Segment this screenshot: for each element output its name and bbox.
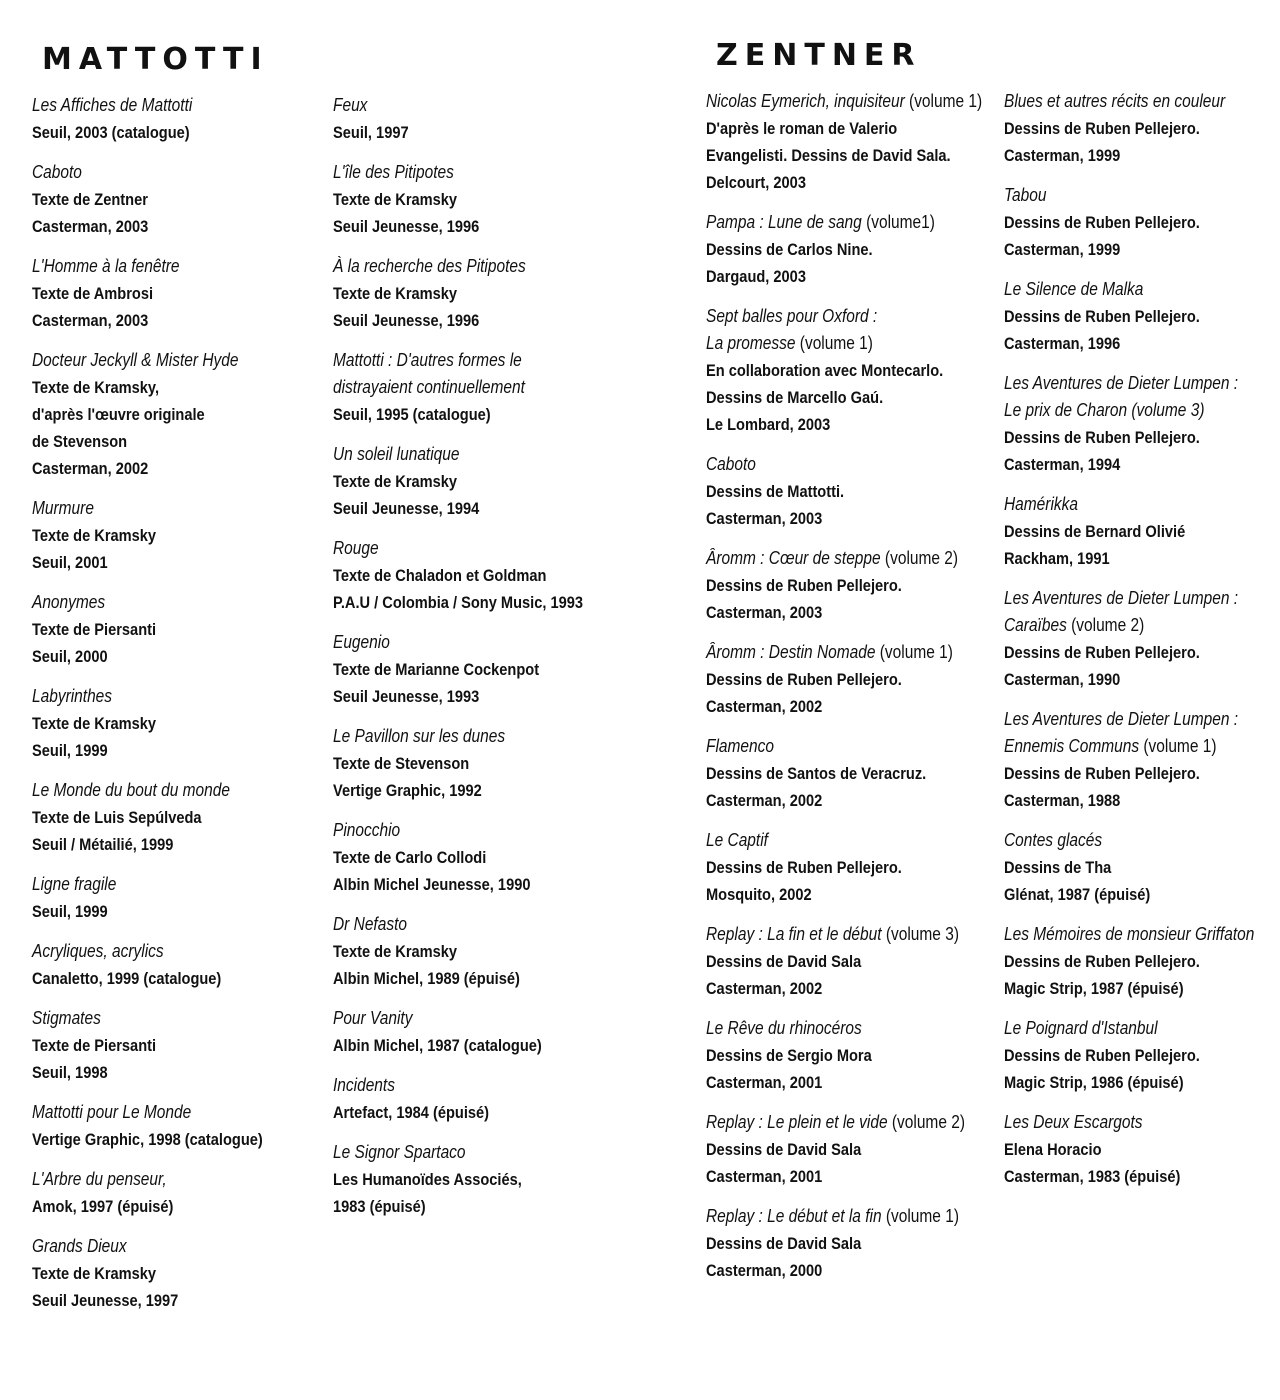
entry-detail: Dessins de Ruben Pellejero. (1004, 643, 1200, 662)
entry-detail: Dessins de Ruben Pellejero. (1004, 1046, 1200, 1065)
bibliography-entry (706, 827, 996, 908)
book-title: Tabou (1004, 185, 1047, 205)
book-title: Acryliques, acrylics (32, 941, 164, 961)
entry-detail: Texte de Marianne Cockenpot (333, 660, 540, 679)
bibliography-entry (32, 777, 322, 858)
entry-detail: Texte de Kramsky (32, 526, 157, 545)
entry-detail: Artefact, 1984 (épuisé) (333, 1103, 490, 1122)
book-title: Feux (333, 95, 368, 115)
entry-detail: Dessins de Santos de Veracruz. (706, 764, 927, 783)
volume-note: (volume 2) (887, 1112, 966, 1132)
entry-detail: Dessins de Sergio Mora (706, 1046, 872, 1065)
book-title: Caboto (32, 162, 82, 182)
bibliography-entry (32, 159, 322, 240)
bibliography-entry (333, 1139, 623, 1220)
entry-detail: Seuil, 1999 (32, 741, 108, 760)
volume-note: (volume 2) (1066, 615, 1145, 635)
entry-title-line (1004, 585, 1239, 612)
bibliography-entry (706, 88, 996, 196)
book-title: Le Rêve du rhinocéros (706, 1018, 862, 1038)
book-title: Les Aventures de Dieter Lumpen : (1004, 588, 1239, 608)
bibliography-entry (1004, 706, 1272, 814)
entry-detail: Seuil, 1999 (32, 902, 108, 921)
book-title: Eugenio (333, 632, 390, 652)
book-title: Caboto (706, 454, 756, 474)
entry-detail: Albin Michel, 1989 (épuisé) (333, 969, 520, 988)
book-title: distrayaient continuellement (333, 377, 525, 397)
entry-title-line (333, 347, 582, 374)
entry-detail: Dessins de Ruben Pellejero. (706, 858, 902, 877)
book-title: Nicolas Eymerich, inquisiteur (706, 91, 905, 111)
book-title: L'île des Pitipotes (333, 162, 454, 182)
entry-detail: Dessins de Ruben Pellejero. (1004, 952, 1200, 971)
bibliography-entry (333, 253, 623, 334)
entry-title-line (1004, 921, 1255, 948)
entry-title-line (333, 92, 582, 119)
book-title: Docteur Jeckyll & Mister Hyde (32, 350, 239, 370)
book-title: Murmure (32, 498, 94, 518)
bibliography-entry (333, 629, 623, 710)
entry-detail: Dessins de David Sala (706, 952, 862, 971)
book-title: Mattotti : D'autres formes le (333, 350, 522, 370)
bibliography-column-mattotti-2 (333, 92, 623, 1233)
book-title: Mattotti pour Le Monde (32, 1102, 192, 1122)
entry-title-line (706, 1203, 959, 1230)
bibliography-entry (706, 545, 996, 626)
volume-note: (volume 3) (881, 924, 959, 944)
book-title: Le Pavillon sur les dunes (333, 726, 506, 746)
entry-title-line (333, 817, 582, 844)
entry-title-line (32, 1233, 281, 1260)
entry-detail: Casterman, 1990 (1004, 670, 1121, 689)
entry-detail: P.A.U / Colombia / Sony Music, 1993 (333, 593, 583, 612)
entry-title-line (333, 911, 582, 938)
entry-detail: Casterman, 1988 (1004, 791, 1121, 810)
bibliography-entry (333, 817, 623, 898)
entry-detail: Vertige Graphic, 1992 (333, 781, 482, 800)
book-title: Le Captif (706, 830, 768, 850)
entry-detail: Dessins de David Sala (706, 1140, 862, 1159)
bibliography-column-zentner-1 (706, 88, 996, 1297)
book-title: Âromm : Destin Nomade (706, 642, 876, 662)
book-title: Grands Dieux (32, 1236, 127, 1256)
book-title: Sept balles pour Oxford : (706, 306, 878, 326)
bibliography-entry (1004, 182, 1272, 263)
book-title: Labyrinthes (32, 686, 113, 706)
entry-detail: Seuil, 1997 (333, 123, 409, 142)
book-title: À la recherche des Pitipotes (333, 256, 526, 276)
bibliography-entry (32, 495, 322, 576)
bibliography-entry (32, 1166, 322, 1220)
book-title: Hamérikka (1004, 494, 1078, 514)
bibliography-entry (333, 1072, 623, 1126)
book-title: L'Homme à la fenêtre (32, 256, 180, 276)
entry-detail: Dessins de Mattotti. (706, 482, 845, 501)
bibliography-entry (32, 1005, 322, 1086)
book-title: Stigmates (32, 1008, 101, 1028)
bibliography-entry (333, 723, 623, 804)
bibliography-entry (32, 253, 322, 334)
book-title: Dr Nefasto (333, 914, 407, 934)
book-title: Les Aventures de Dieter Lumpen : (1004, 373, 1239, 393)
entry-detail: Casterman, 1994 (1004, 455, 1121, 474)
entry-detail: Glénat, 1987 (épuisé) (1004, 885, 1151, 904)
entry-title-line (1004, 276, 1234, 303)
entry-title-line (706, 1015, 955, 1042)
bibliography-column-mattotti-1 (32, 92, 322, 1327)
entry-detail: D'après le roman de Valerio (706, 119, 898, 138)
entry-detail: Casterman, 2001 (706, 1073, 823, 1092)
book-title: Le Silence de Malka (1004, 279, 1144, 299)
book-title: Ennemis Communs (1004, 736, 1140, 756)
entry-detail: Casterman, 2002 (706, 697, 823, 716)
entry-detail: Seuil, 2001 (32, 553, 108, 572)
entry-detail: Le Lombard, 2003 (706, 415, 831, 434)
entry-detail: Dessins de Carlos Nine. (706, 240, 873, 259)
entry-detail: Casterman, 1999 (1004, 146, 1121, 165)
entry-detail: Texte de Kramsky (32, 714, 157, 733)
entry-detail: Texte de Kramsky (333, 190, 458, 209)
book-title: Les Deux Escargots (1004, 1112, 1143, 1132)
entry-title-line (32, 159, 281, 186)
entry-title-line (706, 330, 955, 357)
bibliography-entry (706, 639, 996, 720)
entry-detail: Casterman, 2003 (32, 311, 149, 330)
bibliography-entry (1004, 491, 1272, 572)
entry-detail: Dessins de Ruben Pellejero. (1004, 213, 1200, 232)
entry-detail: Vertige Graphic, 1998 (catalogue) (32, 1130, 263, 1149)
entry-detail: 1983 (épuisé) (333, 1197, 426, 1216)
entry-detail: En collaboration avec Montecarlo. (706, 361, 944, 380)
bibliography-entry (1004, 370, 1272, 478)
entry-title-line (706, 921, 959, 948)
bibliography-entry (32, 1233, 322, 1314)
bibliography-entry (706, 733, 996, 814)
entry-title-line (333, 441, 582, 468)
entry-title-line (1004, 491, 1234, 518)
entry-title-line (32, 683, 281, 710)
book-title: Flamenco (706, 736, 774, 756)
book-title: Rouge (333, 538, 379, 558)
entry-title-line (32, 92, 281, 119)
entry-title-line (1004, 612, 1234, 639)
book-title: Le Signor Spartaco (333, 1142, 466, 1162)
entry-title-line (32, 938, 281, 965)
entry-detail: Dessins de Ruben Pellejero. (1004, 428, 1200, 447)
entry-detail: Casterman, 2000 (706, 1261, 823, 1280)
volume-note: (volume1) (861, 212, 935, 232)
bibliography-entry (333, 347, 623, 428)
bibliography-entry (32, 871, 322, 925)
entry-detail: Elena Horacio (1004, 1140, 1102, 1159)
entry-title-line (706, 827, 955, 854)
entry-detail: Casterman, 2003 (706, 509, 823, 528)
entry-detail: Seuil Jeunesse, 1996 (333, 217, 480, 236)
entry-detail: Delcourt, 2003 (706, 173, 806, 192)
volume-note: (volume 1) (1139, 736, 1217, 756)
entry-title-line (1004, 88, 1234, 115)
book-title: L'Arbre du penseur, (32, 1169, 167, 1189)
entry-detail: Albin Michel Jeunesse, 1990 (333, 875, 531, 894)
entry-detail: Dessins de Tha (1004, 858, 1112, 877)
bibliography-entry (706, 451, 996, 532)
entry-detail: Magic Strip, 1987 (épuisé) (1004, 979, 1184, 998)
entry-title-line (706, 545, 959, 572)
entry-title-line (32, 1166, 281, 1193)
entry-detail: Texte de Carlo Collodi (333, 848, 487, 867)
entry-detail: Casterman, 1996 (1004, 334, 1121, 353)
entry-detail: Evangelisti. Dessins de David Sala. (706, 146, 951, 165)
entry-detail: Casterman, 2002 (706, 791, 823, 810)
book-title: Blues et autres récits en couleur (1004, 91, 1226, 111)
book-title: Pinocchio (333, 820, 401, 840)
entry-detail: Canaletto, 1999 (catalogue) (32, 969, 222, 988)
entry-detail: Dessins de Marcello Gaú. (706, 388, 884, 407)
entry-title-line (333, 723, 582, 750)
entry-title-line (32, 253, 281, 280)
entry-detail: Rackham, 1991 (1004, 549, 1110, 568)
entry-title-line (32, 347, 281, 374)
entry-detail: Seuil, 2003 (catalogue) (32, 123, 190, 142)
book-title: Un soleil lunatique (333, 444, 460, 464)
book-title: La promesse (706, 333, 796, 353)
entry-title-line (706, 1109, 966, 1136)
entry-detail: Casterman, 2002 (706, 979, 823, 998)
entry-title-line (1004, 1015, 1234, 1042)
bibliography-entry (706, 1109, 996, 1190)
entry-detail: Dessins de Ruben Pellejero. (1004, 307, 1200, 326)
entry-title-line (32, 777, 281, 804)
volume-note: (volume 1) (875, 642, 953, 662)
entry-title-line (706, 451, 955, 478)
bibliography-entry (32, 347, 322, 482)
entry-detail: Dessins de Ruben Pellejero. (706, 576, 902, 595)
volume-note: (volume 2) (880, 548, 959, 568)
book-title: Replay : Le plein et le vide (706, 1112, 888, 1132)
bibliography-entry (32, 938, 322, 992)
entry-detail: Amok, 1997 (épuisé) (32, 1197, 174, 1216)
entry-detail: Les Humanoïdes Associés, (333, 1170, 522, 1189)
entry-detail: Casterman, 2003 (706, 603, 823, 622)
bibliography-entry (706, 1203, 996, 1284)
entry-detail: de Stevenson (32, 432, 128, 451)
entry-title-line (333, 1072, 582, 1099)
entry-title-line (1004, 827, 1234, 854)
bibliography-entry (1004, 585, 1272, 693)
entry-title-line (32, 871, 281, 898)
entry-detail: Texte de Kramsky, (32, 378, 160, 397)
heading-zentner: ZENTNER (716, 38, 922, 73)
bibliography-entry (1004, 827, 1272, 908)
entry-detail: Casterman, 2003 (32, 217, 149, 236)
entry-title-line (333, 1139, 582, 1166)
entry-detail: Casterman, 1999 (1004, 240, 1121, 259)
book-title: Les Aventures de Dieter Lumpen : (1004, 709, 1239, 729)
entry-detail: Casterman, 2001 (706, 1167, 823, 1186)
entry-detail: Seuil / Métailié, 1999 (32, 835, 174, 854)
entry-title-line (333, 159, 582, 186)
entry-detail: Seuil Jeunesse, 1997 (32, 1291, 179, 1310)
book-title: Pour Vanity (333, 1008, 413, 1028)
entry-detail: Seuil Jeunesse, 1996 (333, 311, 480, 330)
book-title: Pampa : Lune de sang (706, 212, 862, 232)
entry-title-line (333, 535, 582, 562)
bibliography-entry (706, 921, 996, 1002)
entry-detail: Seuil, 2000 (32, 647, 108, 666)
entry-detail: Dessins de Ruben Pellejero. (1004, 119, 1200, 138)
entry-title-line (1004, 370, 1239, 397)
entry-detail: Magic Strip, 1986 (épuisé) (1004, 1073, 1184, 1092)
book-title: Contes glacés (1004, 830, 1103, 850)
bibliography-column-zentner-2 (1004, 88, 1272, 1203)
entry-detail: Dessins de Ruben Pellejero. (1004, 764, 1200, 783)
entry-detail: Texte de Kramsky (333, 472, 458, 491)
book-title: Replay : La fin et le début (706, 924, 882, 944)
bibliography-entry (333, 159, 623, 240)
entry-detail: Texte de Piersanti (32, 620, 157, 639)
bibliography-entry (706, 1015, 996, 1096)
entry-title-line (32, 1005, 281, 1032)
entry-detail: Seuil, 1998 (32, 1063, 108, 1082)
entry-detail: Dargaud, 2003 (706, 267, 806, 286)
entry-title-line (32, 1099, 281, 1126)
bibliography-entry (1004, 921, 1272, 1002)
entry-title-line (1004, 1109, 1234, 1136)
bibliography-entry (333, 911, 623, 992)
entry-title-line (1004, 733, 1234, 760)
book-title: Le Poignard d'Istanbul (1004, 1018, 1158, 1038)
entry-detail: Casterman, 2002 (32, 459, 149, 478)
entry-title-line (333, 1005, 582, 1032)
entry-title-line (333, 629, 582, 656)
entry-detail: Dessins de David Sala (706, 1234, 862, 1253)
entry-title-line (706, 639, 955, 666)
bibliography-entry (1004, 1015, 1272, 1096)
bibliography-entry (1004, 276, 1272, 357)
bibliography-entry (706, 303, 996, 438)
book-title: Les Mémoires de monsieur Griffaton (1004, 924, 1255, 944)
bibliography-entry (32, 589, 322, 670)
book-title: Ligne fragile (32, 874, 117, 894)
heading-mattotti: MATTOTTI (42, 42, 269, 77)
entry-title-line (706, 733, 955, 760)
volume-note: (volume 1) (904, 91, 983, 111)
entry-detail: Dessins de Ruben Pellejero. (706, 670, 902, 689)
bibliography-entry (1004, 1109, 1272, 1190)
entry-detail: Casterman, 1983 (épuisé) (1004, 1167, 1181, 1186)
volume-note: (volume 1) (881, 1206, 959, 1226)
entry-detail: Albin Michel, 1987 (catalogue) (333, 1036, 542, 1055)
entry-detail: Texte de Kramsky (333, 284, 458, 303)
volume-note: (volume 1) (795, 333, 873, 353)
bibliography-entry (333, 535, 623, 616)
entry-detail: d'après l'œuvre originale (32, 405, 205, 424)
entry-title-line (1004, 182, 1234, 209)
bibliography-entry (333, 1005, 623, 1059)
entry-detail: Texte de Kramsky (333, 942, 458, 961)
entry-detail: Texte de Luis Sepúlveda (32, 808, 202, 827)
entry-title-line (706, 303, 955, 330)
bibliography-entry (32, 683, 322, 764)
book-title: Le prix de Charon (volume 3) (1004, 400, 1205, 420)
entry-title-line (706, 209, 955, 236)
entry-detail: Texte de Ambrosi (32, 284, 154, 303)
entry-detail: Seuil, 1995 (catalogue) (333, 405, 491, 424)
bibliography-entry (706, 209, 996, 290)
book-title: Âromm : Cœur de steppe (706, 548, 881, 568)
entry-detail: Mosquito, 2002 (706, 885, 812, 904)
book-title: Replay : Le début et la fin (706, 1206, 882, 1226)
book-title: Anonymes (32, 592, 106, 612)
entry-detail: Dessins de Bernard Olivié (1004, 522, 1186, 541)
entry-title-line (32, 495, 281, 522)
bibliography-entry (1004, 88, 1272, 169)
entry-detail: Texte de Piersanti (32, 1036, 157, 1055)
entry-title-line (1004, 706, 1239, 733)
book-title: Incidents (333, 1075, 395, 1095)
book-title: Les Affiches de Mattotti (32, 95, 193, 115)
bibliography-entry (333, 441, 623, 522)
book-title: Le Monde du bout du monde (32, 780, 230, 800)
bibliography-entry (32, 92, 322, 146)
entry-detail: Texte de Zentner (32, 190, 148, 209)
entry-title-line (333, 253, 582, 280)
entry-detail: Texte de Chaladon et Goldman (333, 566, 547, 585)
entry-detail: Texte de Stevenson (333, 754, 470, 773)
bibliography-entry (333, 92, 623, 146)
entry-title-line (706, 88, 983, 115)
entry-title-line (1004, 397, 1234, 424)
bibliography-entry (32, 1099, 322, 1153)
entry-detail: Seuil Jeunesse, 1994 (333, 499, 480, 518)
book-title: Caraïbes (1004, 615, 1067, 635)
entry-detail: Texte de Kramsky (32, 1264, 157, 1283)
entry-title-line (333, 374, 582, 401)
entry-title-line (32, 589, 281, 616)
entry-detail: Seuil Jeunesse, 1993 (333, 687, 480, 706)
